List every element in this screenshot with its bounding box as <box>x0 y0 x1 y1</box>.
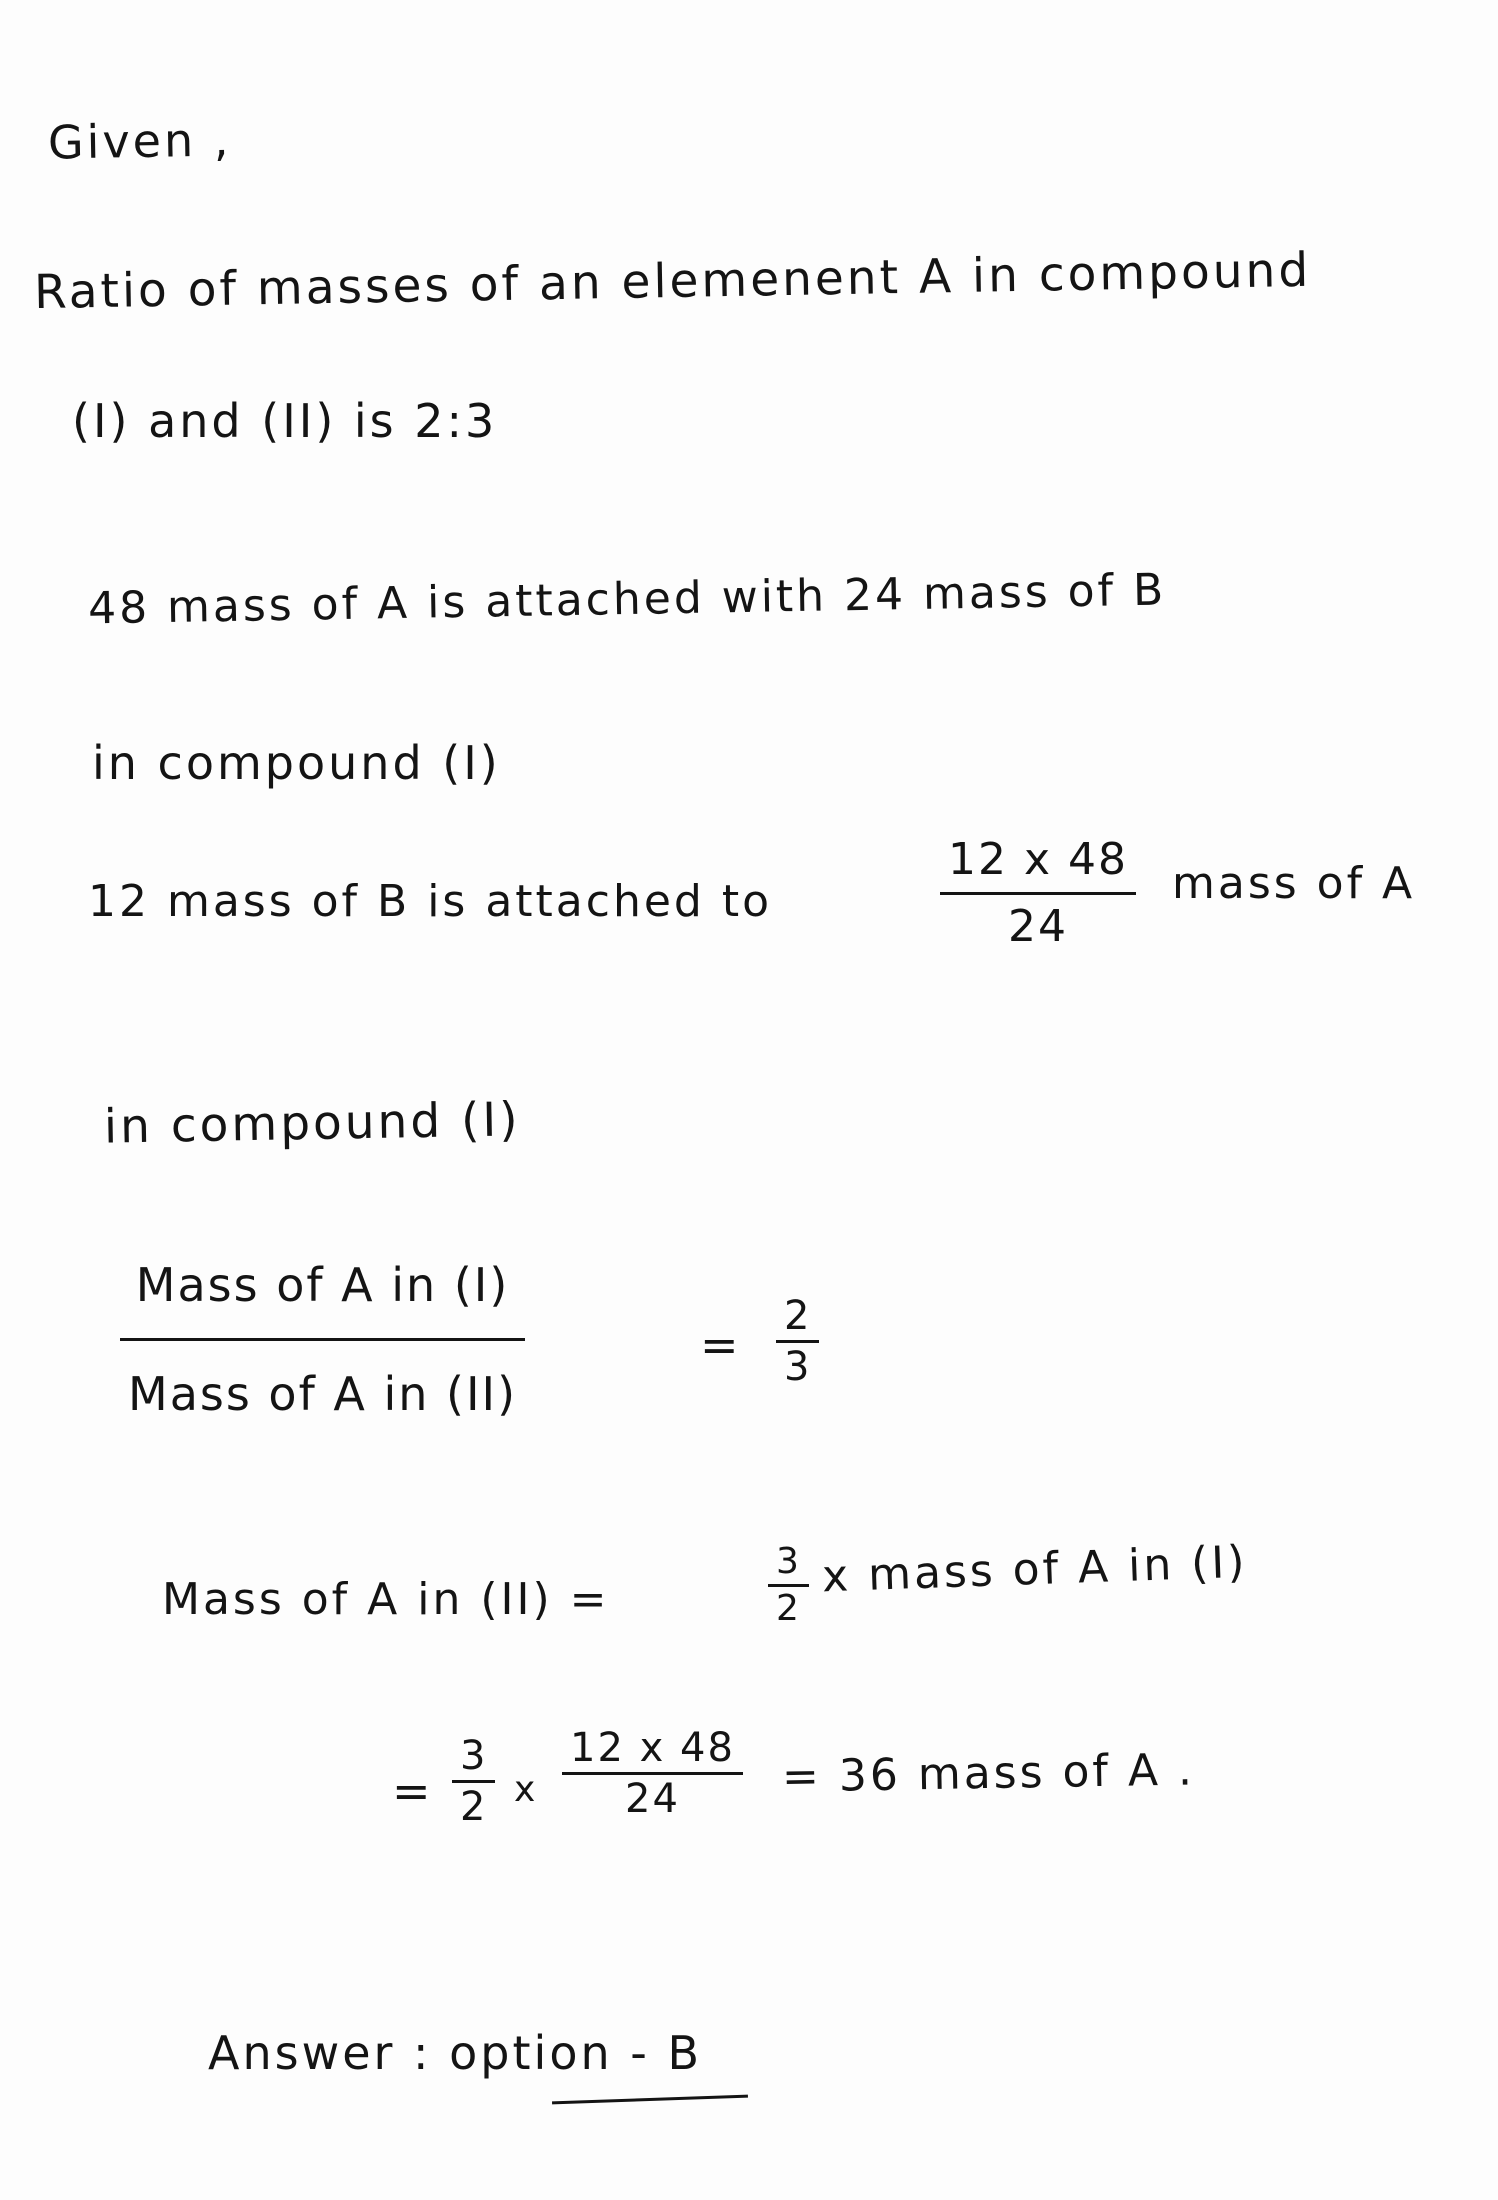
answer-option-b: Answer : option - B <box>208 2026 703 2080</box>
given-heading: Given , <box>47 112 232 170</box>
twelve-mass-statement: 12 mass of B is attached to <box>88 876 773 927</box>
twelve-times-forty-eight-over-twenty-four <box>940 834 1136 952</box>
fraction-numerator: 3 <box>460 1733 488 1779</box>
equals-sign: = <box>700 1318 739 1372</box>
fraction-denominator: Mass of A in (II) <box>128 1367 518 1421</box>
times-mass-of-a-in-i: x mass of A in (I) <box>821 1536 1249 1603</box>
fraction-denominator: 24 <box>1008 901 1068 952</box>
fraction-denominator: 24 <box>625 1776 680 1822</box>
attached-statement-line-1: 48 mass of A is attached with 24 mass of B <box>87 564 1167 635</box>
fraction-denominator: 3 <box>784 1344 812 1390</box>
fraction-denominator: 2 <box>776 1588 801 1629</box>
result-thirty-six-mass: = 36 mass of A . <box>781 1744 1196 1803</box>
ratio-statement-line-1: Ratio of masses of an elemenent A in compound <box>33 242 1312 321</box>
twelve-times-forty-eight-over-twenty-four <box>562 1725 743 1822</box>
mass-of-a-tail: mass of A <box>1172 858 1416 909</box>
three-halves-coefficient <box>768 1541 809 1629</box>
fraction-numerator: 2 <box>784 1293 812 1339</box>
mass-of-a-in-ii-lhs: Mass of A in (II) = <box>162 1574 610 1625</box>
equals-sign: = <box>392 1764 431 1818</box>
mass-ratio-fraction <box>120 1258 525 1421</box>
three-halves-coefficient <box>452 1733 495 1830</box>
times-sign: x <box>514 1769 536 1810</box>
fraction-numerator: 3 <box>776 1541 801 1582</box>
two-thirds-fraction <box>776 1293 819 1390</box>
ratio-statement-line-2: (I) and (II) is 2:3 <box>72 394 498 448</box>
fraction-numerator: 12 x 48 <box>948 834 1128 885</box>
answer-underline <box>552 2095 748 2105</box>
fraction-denominator: 2 <box>460 1784 488 1830</box>
fraction-numerator: 12 x 48 <box>570 1725 735 1771</box>
attached-statement-line-2: in compound (I) <box>92 736 501 790</box>
in-compound-line: in compound (I) <box>103 1092 522 1155</box>
fraction-numerator: Mass of A in (I) <box>135 1258 510 1312</box>
